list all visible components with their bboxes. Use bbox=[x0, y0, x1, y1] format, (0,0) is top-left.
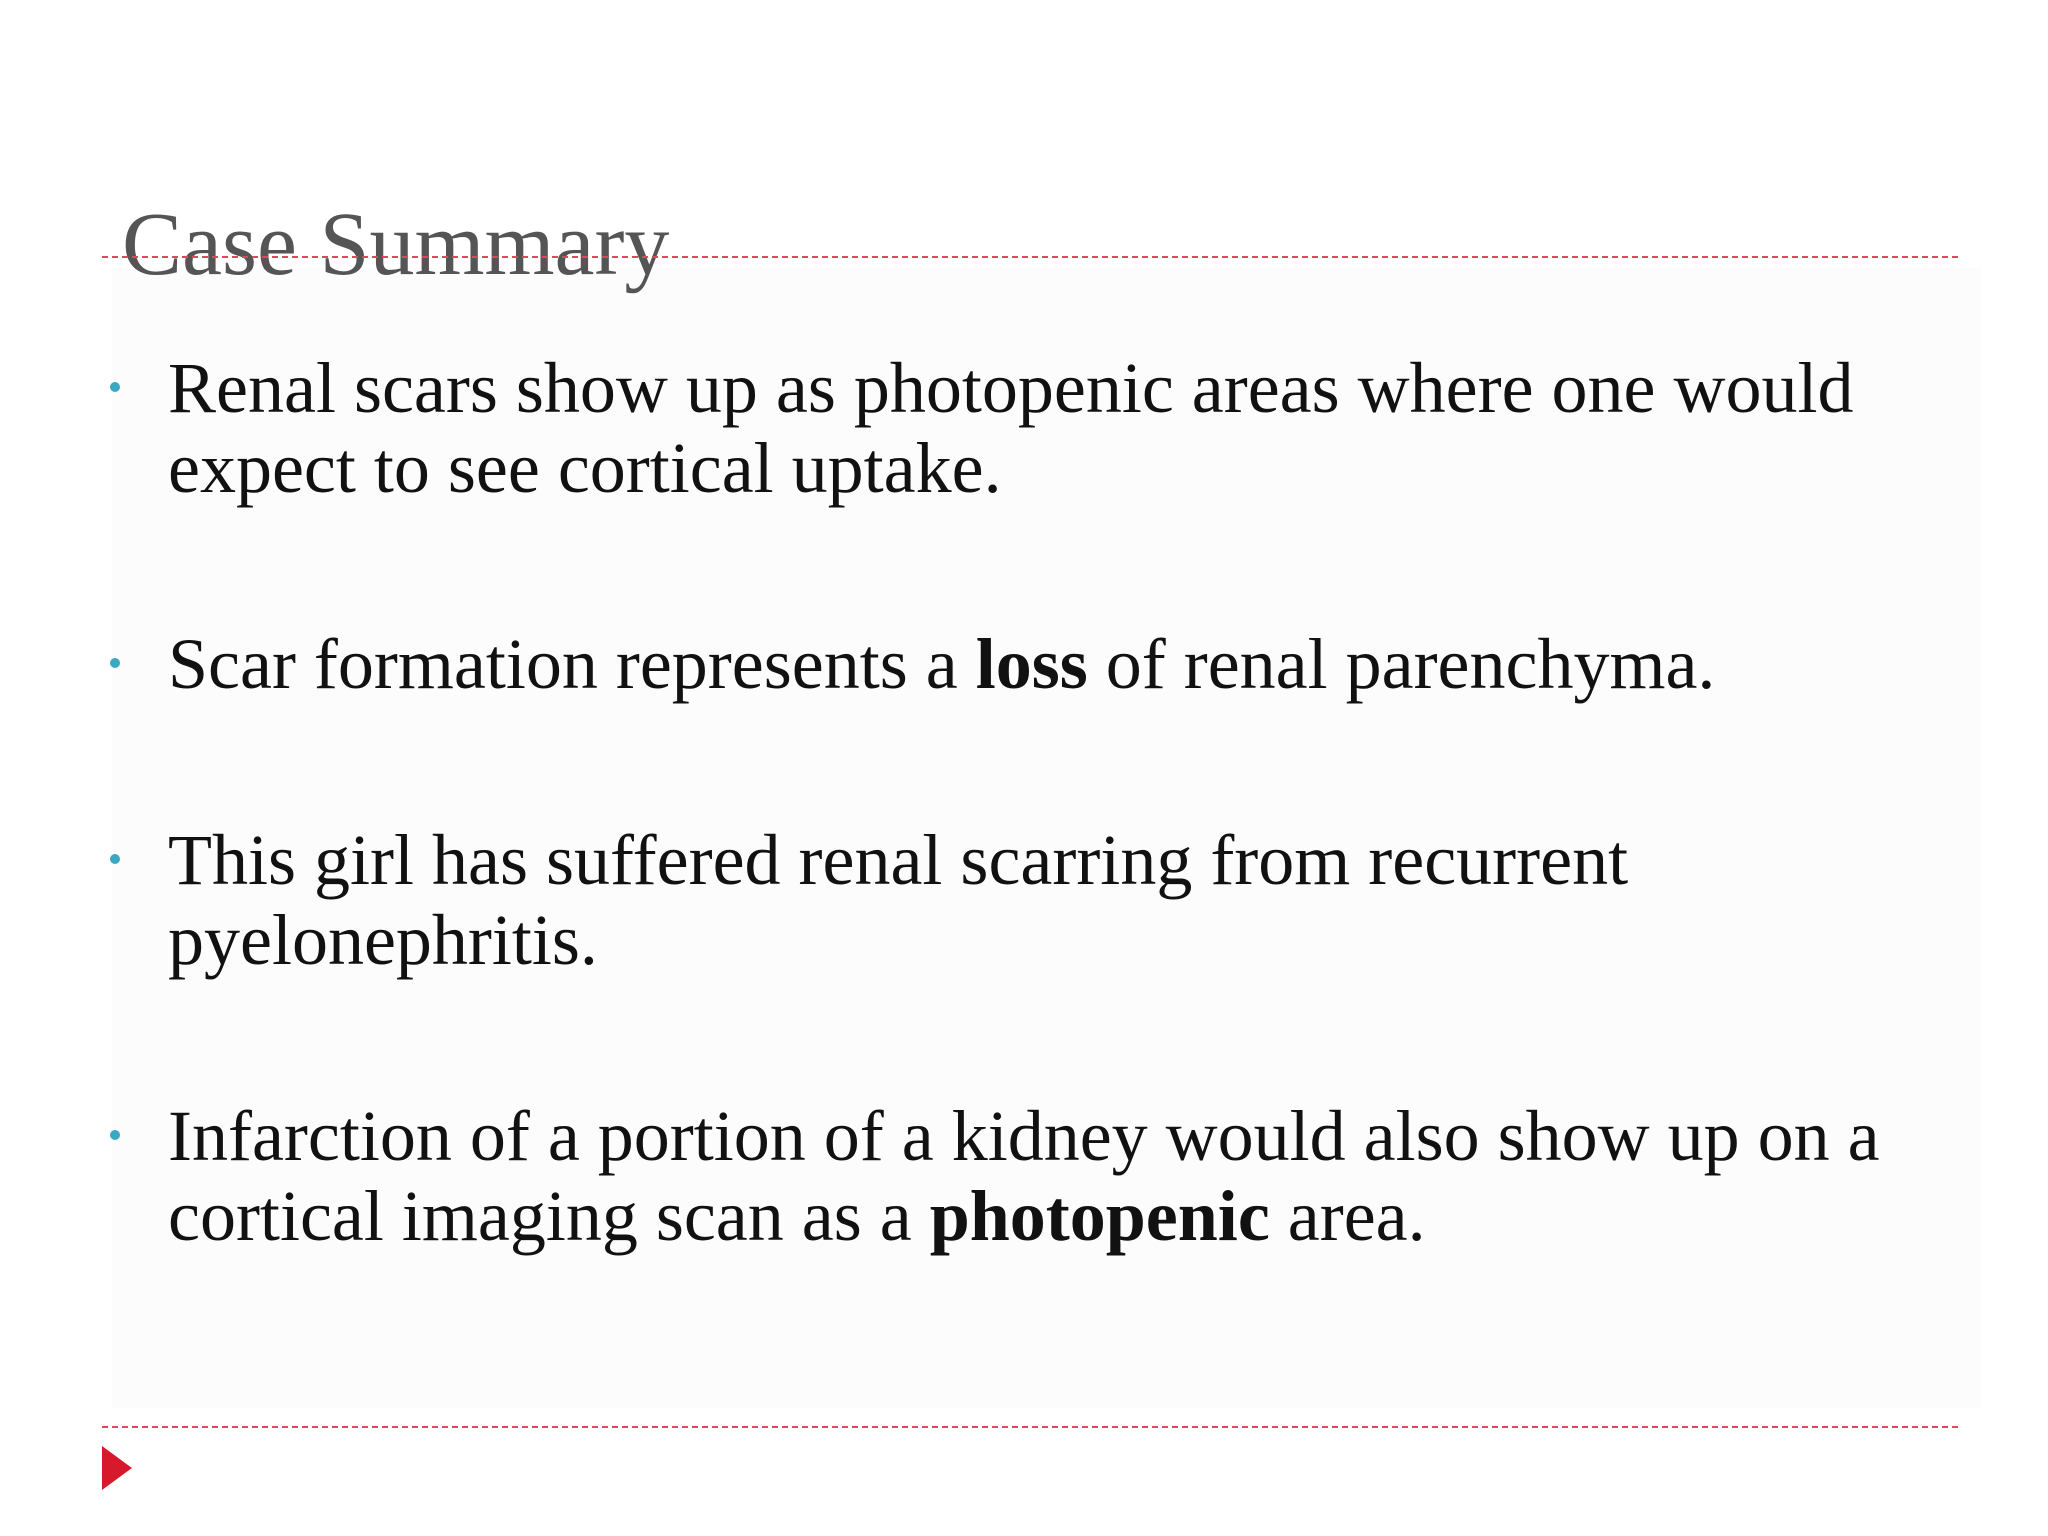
bold-emphasis: loss bbox=[975, 624, 1088, 704]
bullet-item bbox=[104, 820, 1964, 980]
bullet-text-segment: Renal scars show up as photopenic areas where one would expect to see cortical uptake. bbox=[168, 348, 1854, 508]
bullet-text-segment: This girl has suffered renal scarring from recurrent pyelonephritis. bbox=[168, 820, 1629, 980]
bullet-item bbox=[104, 348, 1964, 508]
bullet-dot-icon bbox=[110, 382, 120, 392]
bullet-dot-icon bbox=[110, 1130, 120, 1140]
bullet-item bbox=[104, 1096, 1964, 1256]
bullet-text-segment: area. bbox=[1269, 1176, 1426, 1256]
bullet-item bbox=[104, 624, 1964, 704]
title-divider bbox=[102, 256, 1958, 258]
bullet-text bbox=[168, 624, 1715, 704]
footer-divider bbox=[102, 1426, 1958, 1428]
bullet-text-segment: Infarction of a portion of a kidney would also show up on a cortical imaging scan as a bbox=[168, 1096, 1880, 1256]
bullet-text bbox=[168, 820, 1628, 980]
bullet-dot-icon bbox=[110, 854, 120, 864]
bullet-text-segment: Scar formation represents a bbox=[168, 624, 976, 704]
bullet-list bbox=[104, 348, 1964, 1256]
bold-emphasis: photopenic bbox=[929, 1176, 1270, 1256]
red-triangle-arrow-icon[interactable] bbox=[102, 1446, 132, 1490]
bullet-text-segment: of renal parenchyma. bbox=[1087, 624, 1716, 704]
bullet-text bbox=[168, 348, 1854, 508]
slide-title: Case Summary bbox=[122, 195, 670, 295]
bullet-dot-icon bbox=[110, 658, 120, 668]
bullet-text bbox=[168, 1096, 1880, 1256]
